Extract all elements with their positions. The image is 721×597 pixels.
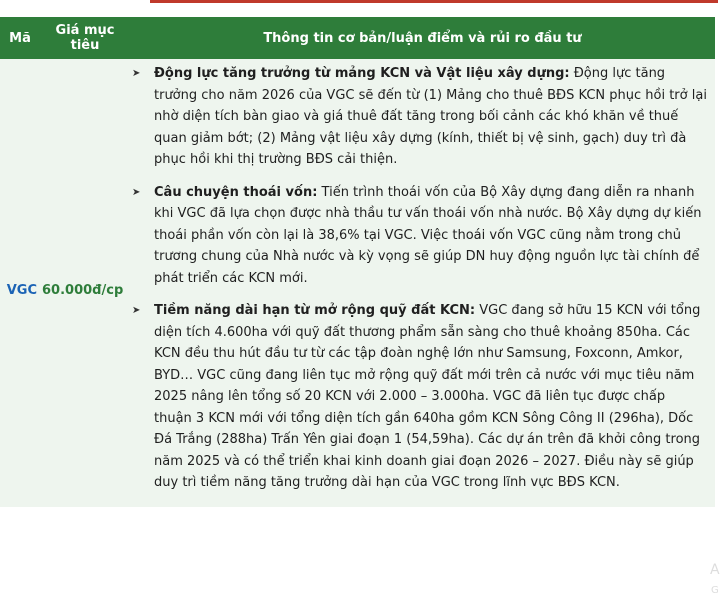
arrow-bullet-icon: ➤: [132, 68, 141, 79]
edge-glyph: A: [710, 562, 720, 578]
target-price: 60.000đ/cp: [42, 282, 124, 298]
top-divider: [150, 0, 718, 3]
header-ma: Mã: [9, 30, 31, 46]
bullet-text: [154, 182, 707, 290]
bullet-title: Động lực tăng trưởng từ mảng KCN và Vật liệu xây dựng:: [154, 66, 570, 81]
arrow-bullet-icon: ➤: [132, 186, 141, 198]
table-header: [0, 17, 715, 59]
bullet-body: Động lực tăng trưởng cho năm 2026 của VGC sẽ đến từ (1) Mảng cho thuê BĐS KCN phục hồi trở lại nhờ diện tích bàn giao và giá thuê đất tăng trong bối cảnh các khó khăn về thuế quan giảm bớt; (2) Mảng vật liệu xây dựng (kính, thiết bị vệ sinh, gạch) duy trì đà phục hồi khi thị trường BĐS cải thiện.: [154, 66, 707, 167]
bullet-item: [130, 182, 707, 290]
arrow-bullet-icon: ➤: [132, 305, 141, 316]
header-info: Thông tin cơ bản/luận điểm và rủi ro đầu tư: [263, 30, 582, 46]
ticker: VGC: [6, 282, 38, 298]
bullet-item: [130, 300, 707, 494]
edge-glyph: G: [711, 585, 719, 596]
header-target-price: Giá mục tiêu: [55, 23, 115, 53]
bullet-title: Câu chuyện thoái vốn:: [154, 184, 318, 200]
bullet-text: [154, 63, 707, 171]
table-row: [0, 59, 715, 507]
bullet-body: VGC đang sở hữu 15 KCN với tổng diện tích 4.600ha với quỹ đất thương phẩm sẵn sàng cho thuê khoảng 850ha. Các KCN đều thu hút đầu tư từ các tập đoàn nghệ lớn như Samsung, Foxconn, Amkor, BYD… VGC cũng đang liên tục mở rộng quỹ đất mới trên cả nước với mục tiêu năm 2025 nâng lên tổng số 20 KCN với 2.000 – 3.000ha. VGC đã liên tục được chấp thuận 3 KCN mới với tổng diện tích gần 640ha gồm KCN Sông Công II (296ha), Dốc Đá Trắng (288ha) Trấn Yên giai đoạn 1 (54,59ha). Các dự án trên đã khởi công trong năm 2025 và có thể triển khai kinh doanh giai đoạn 2026 – 2027. Điều này sẽ giúp duy trì tiềm năng tăng trưởng dài hạn của VGC trong lĩnh vực BĐS KCN.: [154, 303, 701, 490]
bullet-item: [130, 63, 707, 171]
bullet-title: Tiềm năng dài hạn từ mở rộng quỹ đất KCN:: [154, 303, 476, 318]
stock-table: [0, 17, 715, 507]
ticker-price-cell: [0, 59, 130, 507]
info-cell: [130, 59, 715, 507]
bullet-body: Tiến trình thoái vốn của Bộ Xây dựng đang diễn ra nhanh khi VGC đã lựa chọn được nhà thầu tư vấn thoái vốn nhà nước. Bộ Xây dựng dự kiến thoái phần vốn còn lại là 38,6% tại VGC. Việc thoái vốn VGC cũng nằm trong chủ trương chung của Nhà nước và kỳ vọng sẽ giúp DN huy động nguồn lực tài chính để phát triển các KCN mới.: [154, 184, 702, 286]
bullet-text: [154, 300, 707, 494]
